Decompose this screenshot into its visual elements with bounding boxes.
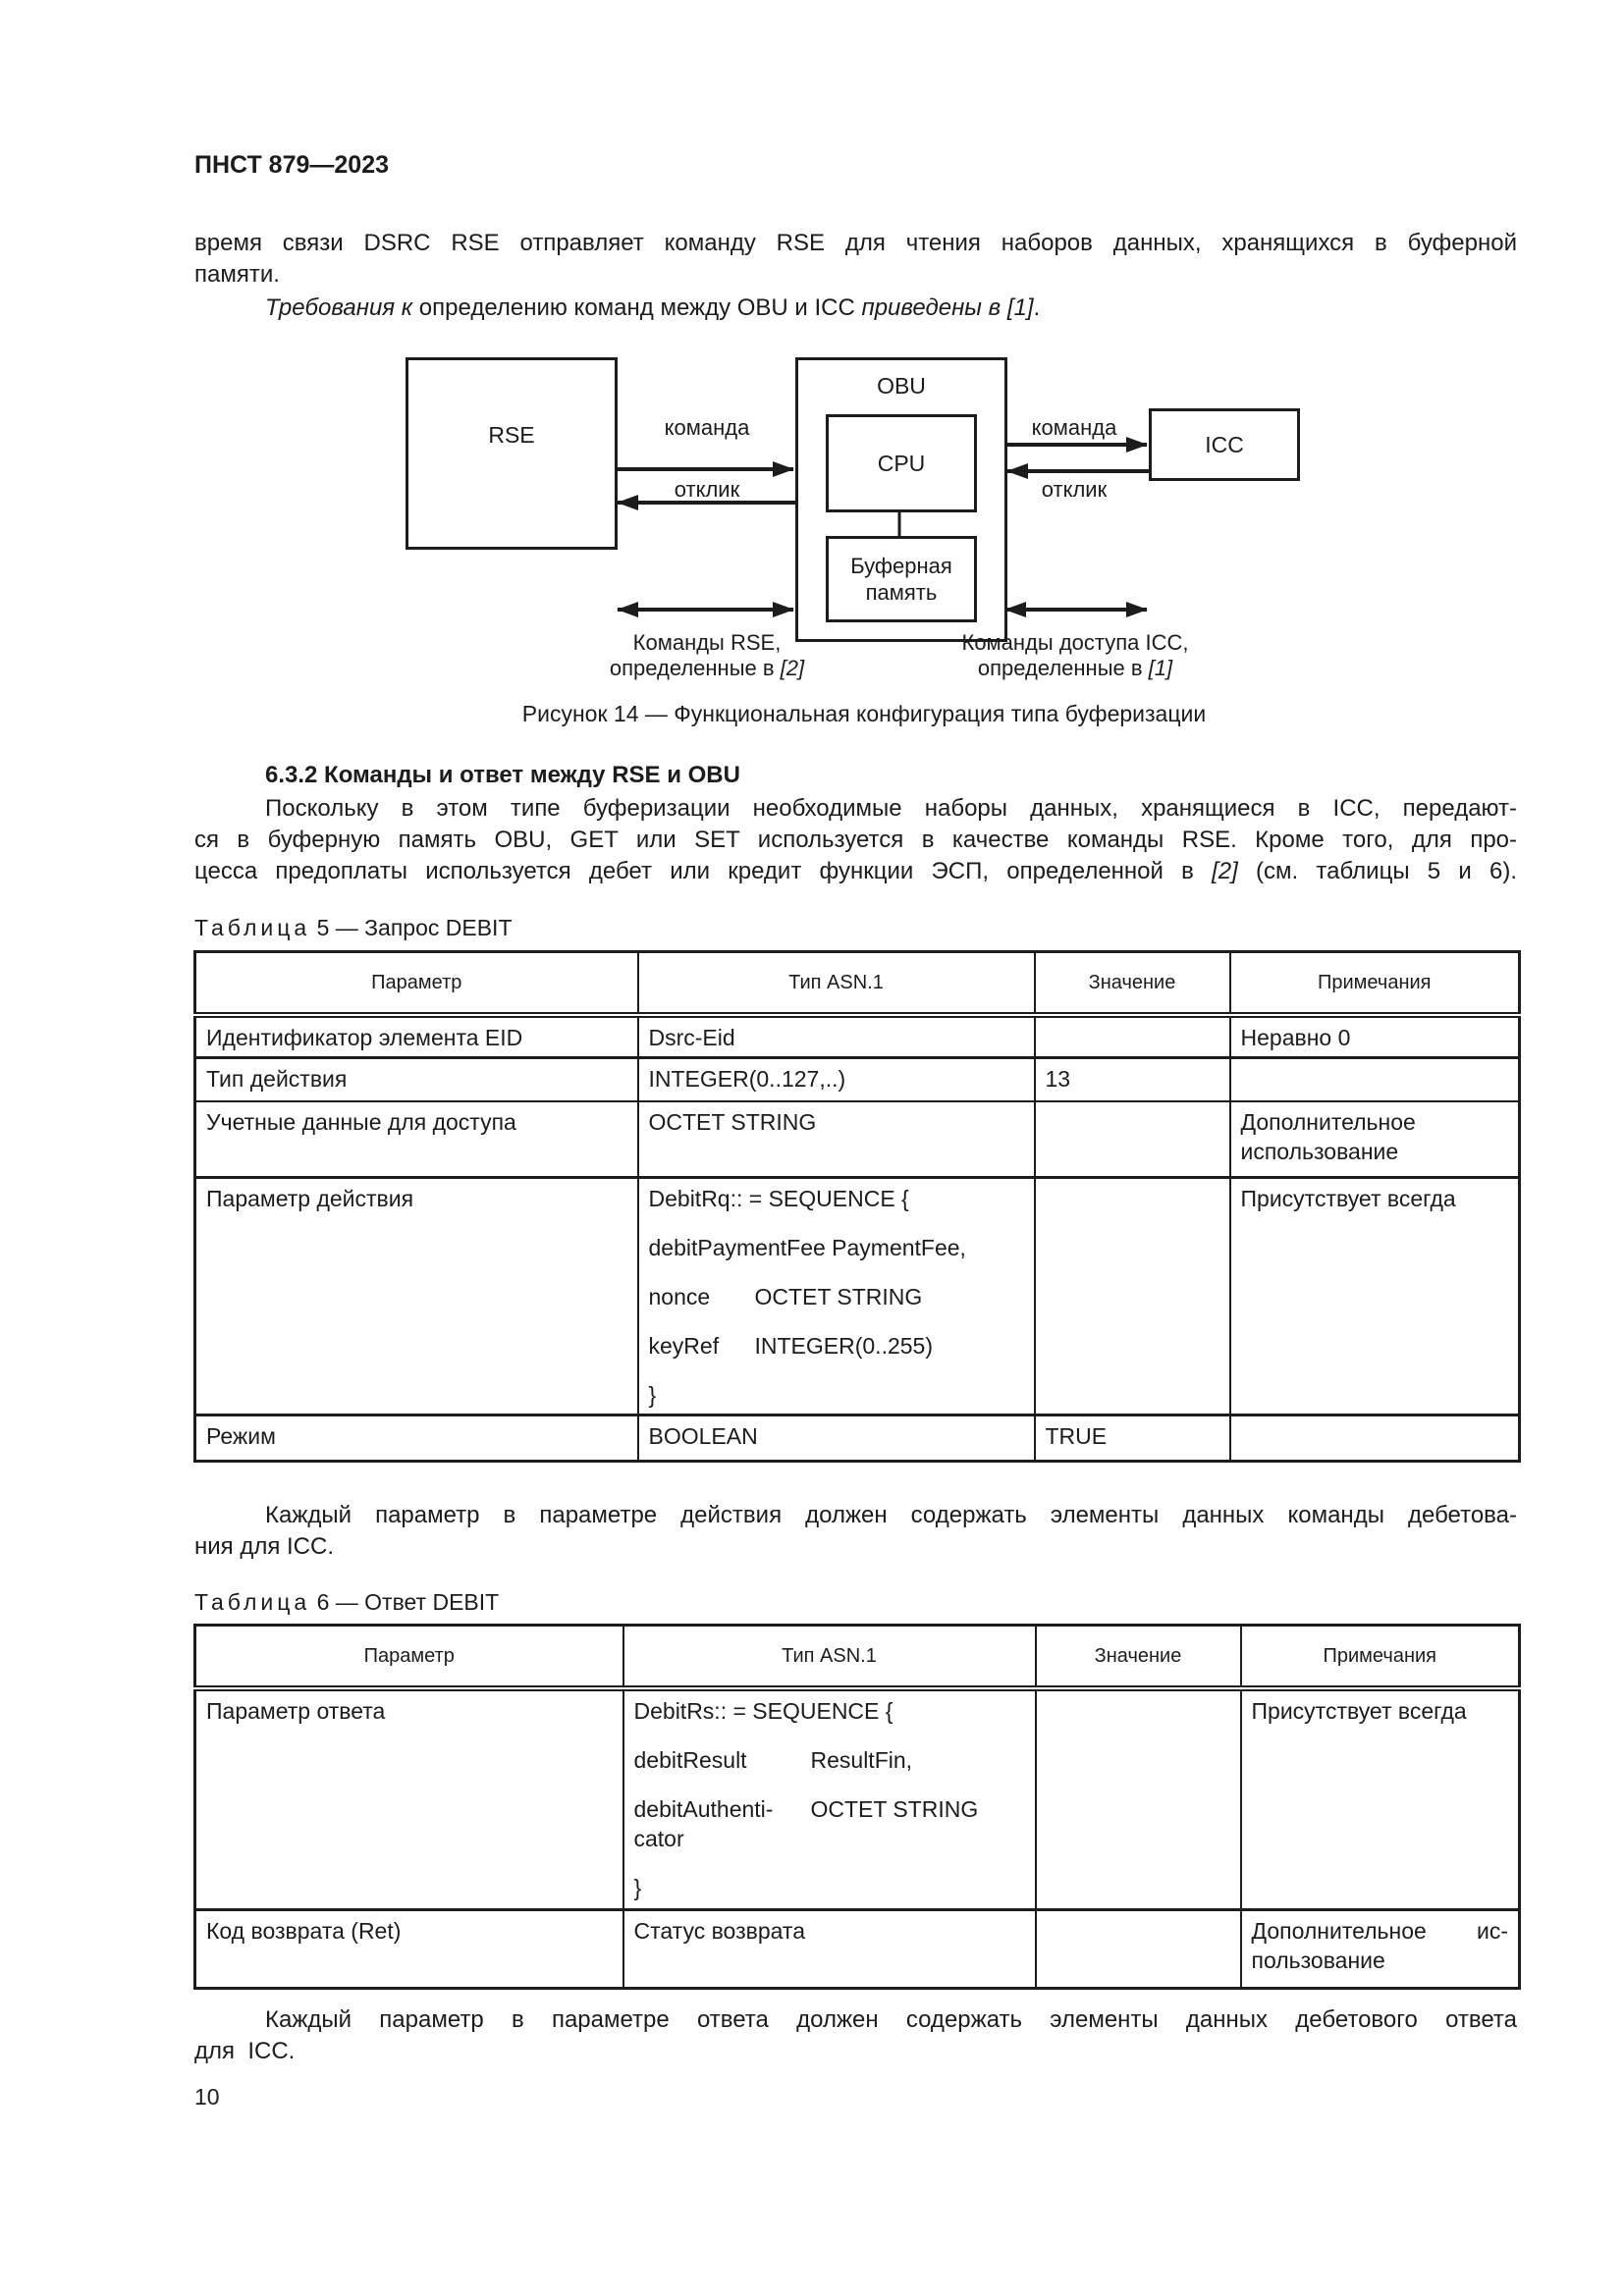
- section-para-line-1: Поскольку в этом типе буферизации необходимые наборы данных, хранящиеся в ICC, передают-: [265, 795, 1517, 822]
- after-table6-line-1: Каждый параметр в параметре ответа должен содержать элементы данных дебетового ответа: [265, 2006, 1517, 2033]
- table-header-row: [195, 952, 1520, 1015]
- cell-param: Режим: [195, 1415, 638, 1461]
- cell-param: Тип действия: [195, 1057, 638, 1101]
- cell-type: INTEGER(0..127,..): [638, 1057, 1035, 1101]
- table6-caption: Таблица 6 — Ответ DEBIT: [194, 1589, 500, 1615]
- table-row: [195, 1688, 1520, 1910]
- arrow-label-command-icc: команда: [1031, 415, 1117, 440]
- cpu-box: [826, 414, 977, 512]
- section-para-line-3: цесса предоплаты используется дебет или кредит функции ЭСП, определенной в [2] (см. таблицы 5 и 6).: [194, 858, 1518, 884]
- cell-note: Неравно 0: [1230, 1015, 1520, 1058]
- intro-line-2: памяти.: [194, 261, 280, 288]
- rse-box: [406, 357, 618, 550]
- buffer-memory-box: [826, 536, 977, 622]
- ref-1: [1]: [1148, 656, 1173, 680]
- table-row: [195, 1415, 1520, 1461]
- col-header-parameter: Параметр: [195, 952, 638, 1015]
- col-header-asn-type: Тип ASN.1: [638, 952, 1035, 1015]
- col-header-asn-type: Тип ASN.1: [623, 1626, 1036, 1688]
- cpu-label: CPU: [877, 451, 926, 476]
- arrow-label-response-icc: отклик: [1041, 477, 1108, 502]
- arrow-label-command-rse: команда: [664, 415, 750, 440]
- range-label-icc-1: Команды доступа ICC,: [961, 630, 1189, 655]
- col-header-parameter: Параметр: [195, 1626, 623, 1688]
- cell-type: OCTET STRING: [638, 1101, 1035, 1177]
- cell-note: [1230, 1415, 1520, 1461]
- ref-2-inline: [2]: [1212, 858, 1238, 884]
- cell-note: Дополнительное использование: [1230, 1101, 1520, 1177]
- cell-type: BOOLEAN: [638, 1415, 1035, 1461]
- intro-line-1: время связи DSRC RSE отправляет команду RSE для чтения наборов данных, хранящихся в буферной: [194, 230, 1517, 256]
- table-row: [195, 1057, 1520, 1101]
- col-header-value: Значение: [1035, 952, 1230, 1015]
- cell-param: Параметр действия: [195, 1177, 638, 1415]
- req-italic-2: приведены в [1]: [861, 294, 1034, 321]
- col-header-value: Значение: [1036, 1626, 1241, 1688]
- cell-param: Идентификатор элемента EID: [195, 1015, 638, 1058]
- col-header-notes: Примечания: [1230, 952, 1520, 1015]
- req-normal: определению команд между OBU и ICC: [412, 294, 862, 321]
- ref-2: [2]: [780, 656, 805, 680]
- table-row: [195, 1015, 1520, 1058]
- range-label-rse-1: Команды RSE,: [632, 630, 782, 655]
- after-table5-line-2: ния для ICC.: [194, 1533, 334, 1560]
- table-6-debit-response: [193, 1624, 1521, 1990]
- range-label-rse-2: определенные в [2]: [609, 656, 805, 680]
- obu-label: OBU: [877, 373, 926, 399]
- table-row: [195, 1910, 1520, 1989]
- cell-value: TRUE: [1035, 1415, 1230, 1461]
- after-table6-line-2: для ICC.: [194, 2038, 296, 2064]
- cell-type: Dsrc-Eid: [638, 1015, 1035, 1058]
- cell-value: [1035, 1177, 1230, 1415]
- cell-note: Присутствует всегда: [1241, 1688, 1520, 1910]
- cell-note: Дополнительное ис- пользование: [1241, 1910, 1520, 1989]
- range-label-icc-2: определенные в [1]: [977, 656, 1173, 680]
- document-header-id: ПНСТ 879—2023: [194, 151, 389, 179]
- cell-type-sequence: DebitRq:: = SEQUENCE { debitPaymentFee PaymentFee, nonce OCTET STRING keyRef INTEGER(0..255) }: [638, 1177, 1035, 1415]
- table-row: [195, 1101, 1520, 1177]
- cell-value: 13: [1035, 1057, 1230, 1101]
- section-heading: 6.3.2 Команды и ответ между RSE и OBU: [265, 762, 740, 788]
- cell-param: Параметр ответа: [195, 1688, 623, 1910]
- buffer-label-1: Буферная: [850, 554, 952, 578]
- cell-value: [1035, 1101, 1230, 1177]
- cell-value: [1036, 1688, 1241, 1910]
- table-header-row: [195, 1626, 1520, 1688]
- cell-type-sequence: DebitRs:: = SEQUENCE { debitResult ResultFin, debitAuthenti- cator OCTET STRING }: [623, 1688, 1036, 1910]
- after-table5-line-1: Каждый параметр в параметре действия должен содержать элементы данных команды дебетова-: [265, 1502, 1517, 1528]
- rse-label: RSE: [488, 422, 535, 448]
- cell-note: Присутствует всегда: [1230, 1177, 1520, 1415]
- req-end: .: [1033, 294, 1041, 321]
- cell-value: [1036, 1910, 1241, 1989]
- cell-param: Учетные данные для доступа: [195, 1101, 638, 1177]
- table-row: [195, 1177, 1520, 1415]
- table-5-debit-request: [193, 950, 1521, 1463]
- cell-type: Статус возврата: [623, 1910, 1036, 1989]
- cell-param: Код возврата (Ret): [195, 1910, 623, 1989]
- req-italic-1: Требования к: [265, 294, 413, 321]
- arrow-label-response-rse: отклик: [674, 477, 740, 502]
- icc-label: ICC: [1205, 432, 1244, 457]
- figure-caption: Рисунок 14 — Функциональная конфигурация типа буферизации: [521, 701, 1207, 726]
- col-header-notes: Примечания: [1241, 1626, 1520, 1688]
- page-number: 10: [194, 2084, 220, 2109]
- buffer-label-2: память: [865, 580, 938, 605]
- section-para-line-2: ся в буферную память OBU, GET или SET используется в качестве команды RSE. Кроме того, для про-: [194, 827, 1517, 853]
- icc-box: [1149, 408, 1300, 481]
- cell-note: [1230, 1057, 1520, 1101]
- cell-value: [1035, 1015, 1230, 1058]
- table5-caption: Таблица 5 — Запрос DEBIT: [194, 915, 513, 940]
